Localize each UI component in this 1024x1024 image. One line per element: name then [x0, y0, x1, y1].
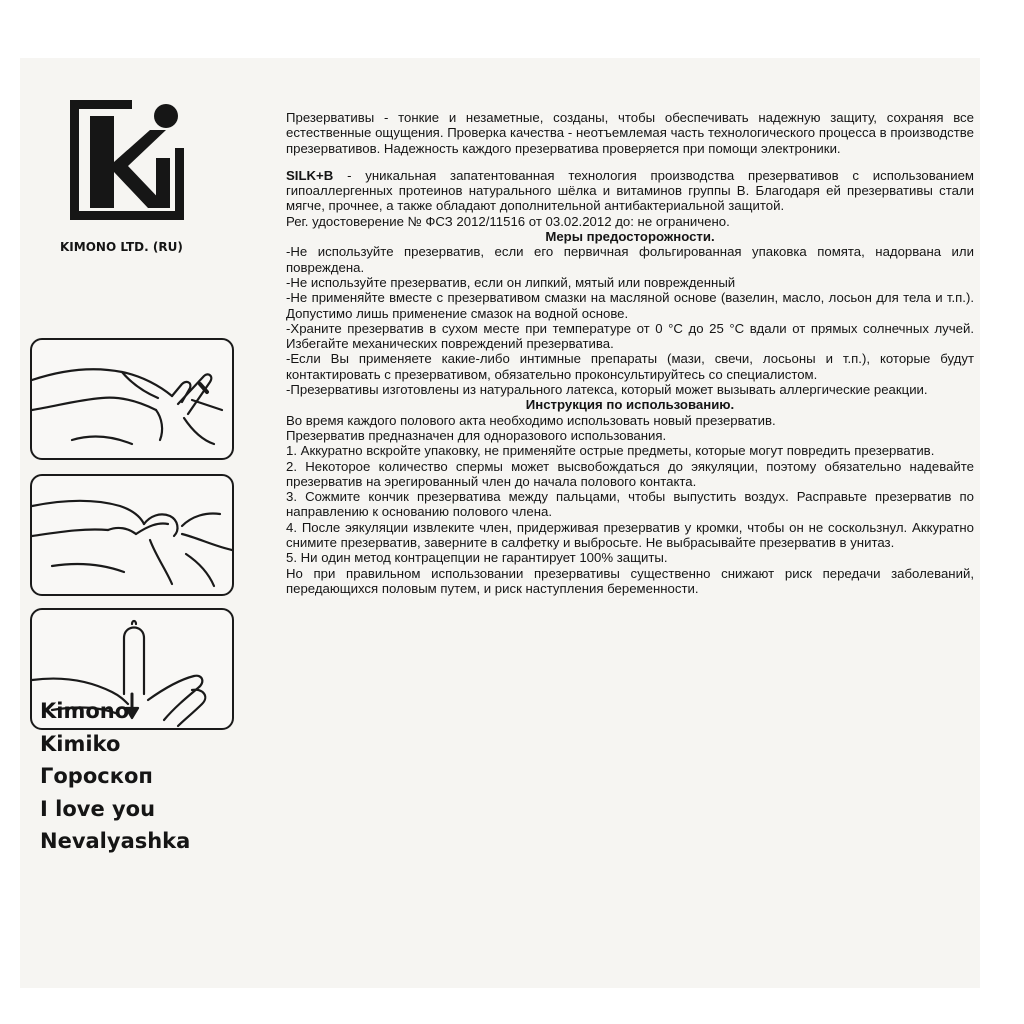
product-name: Гороскоп — [40, 764, 153, 788]
precaution-item: -Не применяйте вместе с презервативом смазки на масляной основе (вазелин, масло, лосьон для тела и т.п.). Допустимо лишь применение смазок на водной основе. — [286, 290, 974, 321]
instruction-step: 4. После эякуляции извлеките член, придерживая презерватив у кромки, чтобы он не соскользнул. Аккуратно снимите презерватив, заверните в салфетку и выбросьте. Не выбрасывайте презерватив в унитаз. — [286, 519, 974, 551]
precaution-item: -Не используйте презерватив, если его первичная фольгированная упаковка помята, надорвана или повреждена. — [286, 244, 974, 275]
leaflet-text — [286, 110, 974, 596]
silk-text: - уникальная запатентованная технология производства презервативов с использованием гипоаллергенных протеинов натурального шёлка и витаминов группы В. Благодаря ей презервативы стали мягче, прочнее, а также обладают дополнительной антибактериальной защитой. — [286, 167, 974, 214]
product-name: Nevalyashka — [40, 829, 191, 853]
kimono-logo — [70, 100, 184, 220]
product-name: Kimono — [40, 699, 130, 723]
product-list — [40, 695, 240, 858]
company-name: KIMONO LTD. (RU) — [60, 240, 183, 254]
closing-paragraph: Но при правильном использовании презервативы существенно снижают риск передачи заболеваний, передающихся половым путем, и риск наступления беременности. — [286, 565, 974, 596]
precaution-item: -Храните презерватив в сухом месте при температуре от 0 °С до 25 °С вдали от прямых солнечных лучей. Избегайте механических повреждений презерватива. — [286, 320, 974, 352]
illustration-open-package — [30, 338, 234, 460]
instruction-step: 2. Некоторое количество спермы может высвобождаться до эякуляции, поэтому обязательно надевайте презерватив на эрегированный член до начала полового контакта. — [286, 458, 974, 489]
instruction-step: 3. Сожмите кончик презерватива между пальцами, чтобы выпустить воздух. Расправьте презерватив по направлению к основанию полового члена. — [286, 489, 974, 520]
instruction-step: 1. Аккуратно вскройте упаковку, не применяйте острые предметы, которые могут повредить презерватив. — [286, 443, 935, 459]
precaution-item: -Не используйте презерватив, если он липкий, мятый или поврежденный — [286, 274, 736, 290]
registration-line: Рег. удостоверение № ФСЗ 2012/11516 от 03.02.2012 до: не ограничено. — [286, 213, 730, 229]
precaution-item: -Презервативы изготовлены из натурального латекса, который может вызывать аллергические реакции. — [286, 382, 928, 398]
product-name: Kimiko — [40, 731, 121, 756]
product-name: I love you — [40, 796, 156, 821]
illustration-pinch-tip — [30, 474, 234, 596]
precaution-item: -Если Вы применяете какие-либо интимные препараты (мази, свечи, лосьоны и т.п.), которые будут контактировать с презервативом, обязательно проконсультируйтесь со специалистом. — [286, 351, 974, 382]
silk-paragraph — [286, 168, 974, 214]
instructions-intro: Во время каждого полового акта необходимо использовать новый презерватив. — [286, 412, 776, 428]
instructions-title: Инструкция по использованию. — [525, 397, 735, 413]
intro-paragraph: Презервативы - тонкие и незаметные, созданы, чтобы обеспечивать надежную защиту, сохраняя все естественные ощущения. Проверка качества - неотъемлемая часть технологического процесса в производстве презервативов. Надежность каждого презерватива проверяется при помощи электроники. — [286, 110, 974, 156]
instructions-intro: Презерватив предназначен для одноразового использования. — [286, 427, 667, 443]
precautions-title: Меры предосторожности. — [545, 229, 715, 245]
silk-label: SILK+B — [286, 167, 334, 183]
instruction-step: 5. Ни один метод контрацепции не гарантирует 100% защиты. — [286, 550, 668, 566]
